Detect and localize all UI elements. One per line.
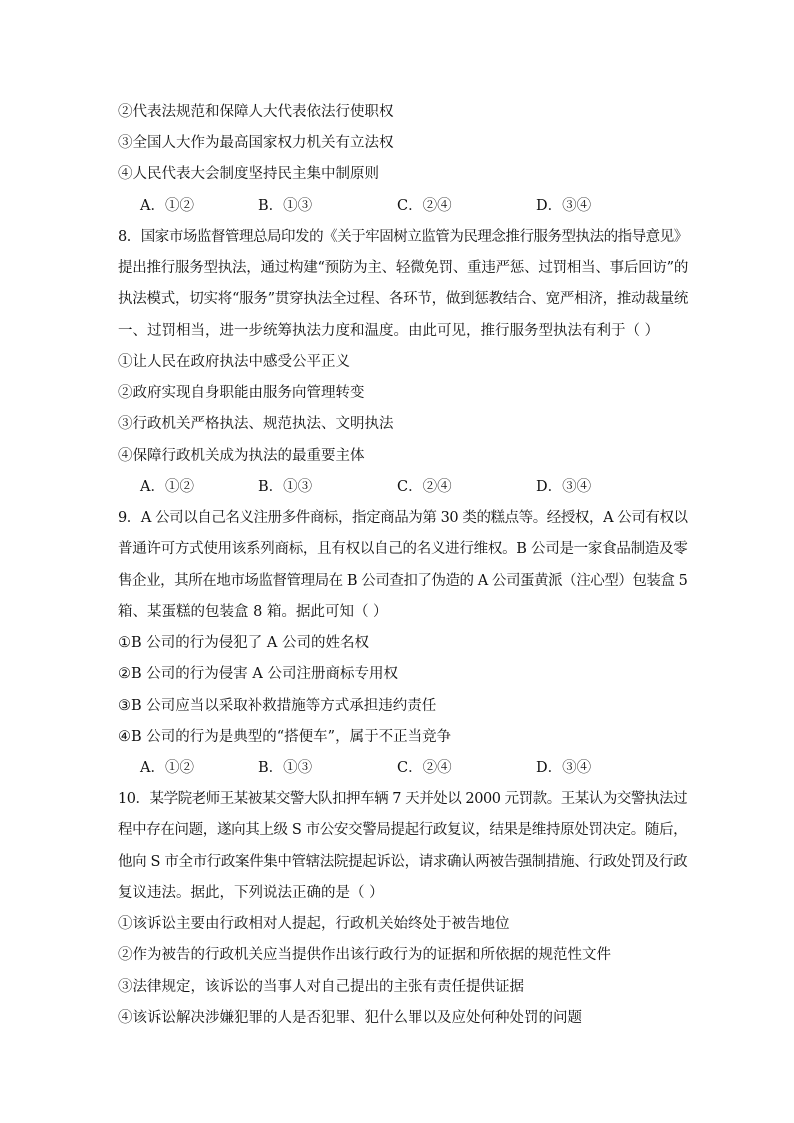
q7-option-2: ②代表法规范和保障人大代表依法行使职权 [118,104,394,120]
q10-option-4: ④该诉讼解决涉嫌犯罪的人是否犯罪、犯什么罪以及应处何种处罚的问题 [118,1010,582,1026]
q10-stem-line-4: 复议违法。据此，下列说法正确的是（ ） [118,885,384,901]
q8-choice-b: B．①③ [258,479,313,495]
q8-choice-d: D．③④ [536,479,592,495]
q9-choices [140,757,660,779]
q9-option-2: ②B 公司的行为侵害 A 公司注册商标专用权 [118,666,398,682]
q7-choice-c: C．②④ [397,198,452,214]
q7-choice-b: B．①③ [258,198,313,214]
q8-option-4: ④保障行政机关成为执法的最重要主体 [118,448,365,464]
q9-choice-b: B．①③ [258,760,313,776]
q8-stem-line-1: 8．国家市场监督管理总局印发的《关于牢固树立监管为民理念推行服务型执法的指导意见》 [118,229,688,245]
q7-option-4: ④人民代表大会制度坚持民主集中制原则 [118,166,379,182]
q9-stem-line-1: 9．A 公司以自己名义注册多件商标，指定商品为第 30 类的糕点等。经授权，A 公司有权以 [118,510,688,526]
q10-option-1: ①该诉讼主要由行政相对人提起，行政机关始终处于被告地位 [118,916,510,932]
q8-choice-c: C．②④ [397,479,452,495]
q10-option-3: ③法律规定，该诉讼的当事人对自己提出的主张有责任提供证据 [118,979,524,995]
q8-choice-a: A．①② [140,479,194,495]
q7-option-3: ③全国人大作为最高国家权力机关有立法权 [118,135,394,151]
q9-option-1: ①B 公司的行为侵犯了 A 公司的姓名权 [118,635,369,651]
q10-stem-line-2: 程中存在问题，遂向其上级 S 市公安交警局提起行政复议，结果是维持原处罚决定。随后， [118,822,688,838]
q10-option-2: ②作为被告的行政机关应当提供作出该行政行为的证据和所依据的规范性文件 [118,947,611,963]
q9-choice-c: C．②④ [397,760,452,776]
q9-option-3: ③B 公司应当以采取补救措施等方式承担违约责任 [118,698,437,714]
q9-choice-d: D．③④ [536,760,592,776]
q9-choice-a: A．①② [140,760,194,776]
q9-stem-line-2: 普通许可方式使用该系列商标，且有权以自己的名义进行维权。B 公司是一家食品制造及零 [118,541,688,557]
q10-stem-line-1: 10．某学院老师王某被某交警大队扣押车辆 7 天并处以 2000 元罚款。王某认为交警执法过 [118,791,688,807]
q10-stem-line-3: 他向 S 市全市行政案件集中管辖法院提起诉讼，请求确认两被告强制措施、行政处罚及行政 [118,854,688,870]
q8-option-3: ③行政机关严格执法、规范执法、文明执法 [118,416,394,432]
q7-choices [140,195,660,217]
q8-choices [140,476,660,498]
q9-stem-line-4: 箱、某蛋糕的包装盒 8 箱。据此可知（ ） [118,604,388,620]
q7-choice-a: A．①② [140,198,194,214]
q9-option-4: ④B 公司的行为是典型的“搭便车”，属于不正当竞争 [118,729,452,745]
q8-option-1: ①让人民在政府执法中感受公平正义 [118,354,350,370]
q7-choice-d: D．③④ [536,198,592,214]
q8-stem-line-2: 提出推行服务型执法，通过构建“预防为主、轻微免罚、重违严惩、过罚相当、事后回访”的 [118,260,689,276]
q8-stem-line-3: 执法模式，切实将“服务”贯穿执法全过程、各环节，做到惩教结合、宽严相济，推动裁量统 [118,291,689,307]
q8-option-2: ②政府实现自身职能由服务向管理转变 [118,385,365,401]
q8-stem-line-4: 一、过罚相当，进一步统筹执法力度和温度。由此可见，推行服务型执法有利于（ ） [118,323,660,339]
q9-stem-line-3: 售企业，其所在地市场监督管理局在 B 公司查扣了伪造的 A 公司蛋黄派（注心型）包装盒 5 [118,573,688,589]
